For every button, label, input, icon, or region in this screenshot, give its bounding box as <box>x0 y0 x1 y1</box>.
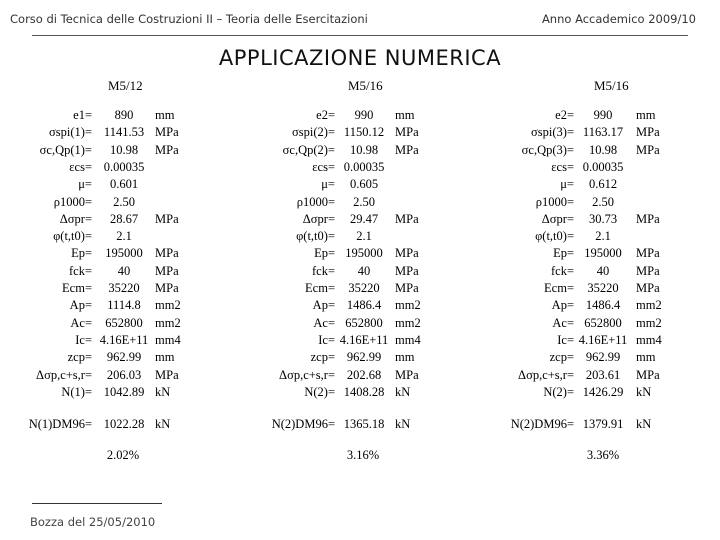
param-row-label: Ep= <box>71 246 92 260</box>
param-row-unit: MPa <box>636 125 660 139</box>
param-row-value: 2.50 <box>353 195 375 209</box>
param-row-unit: mm4 <box>155 333 181 347</box>
param-row-label: zcp= <box>67 350 92 364</box>
param-row-unit: kN <box>395 385 411 399</box>
param-row-value: 962.99 <box>346 350 382 364</box>
param-row-label: εcs= <box>69 160 92 174</box>
param-row-value: 4.16E+11 <box>99 333 149 347</box>
footer-divider <box>32 503 162 504</box>
param-row-label: ρ1000= <box>53 195 92 209</box>
dm96-row-unit: kN <box>155 417 171 431</box>
param-row-value: 0.00035 <box>103 160 145 174</box>
header-divider <box>32 35 688 36</box>
dm96-row-value: 1379.91 <box>582 417 624 431</box>
param-row-value: 10.98 <box>109 143 139 157</box>
param-row-unit: mm2 <box>155 298 181 312</box>
param-row-value: 195000 <box>105 246 143 260</box>
param-row-label: φ(t,t0)= <box>53 229 92 243</box>
param-row-unit: MPa <box>395 264 419 278</box>
param-row-value: 2.50 <box>113 195 135 209</box>
param-row-label: e2= <box>555 108 574 122</box>
param-row-unit: mm <box>155 108 175 122</box>
param-row-value: 0.00035 <box>582 160 624 174</box>
param-row-label: fck= <box>311 264 335 278</box>
param-row-unit: MPa <box>155 264 179 278</box>
column-heading: M5/16 <box>594 78 629 93</box>
draft-date: Bozza del 25/05/2010 <box>30 515 156 529</box>
param-row-value: 652800 <box>105 316 143 330</box>
param-row-value: 4.16E+11 <box>578 333 628 347</box>
param-row-label: Δσpr= <box>541 212 574 226</box>
param-row-unit: mm2 <box>395 298 421 312</box>
param-row-label: σc,Qp(3)= <box>521 143 574 157</box>
param-row-unit: MPa <box>395 125 419 139</box>
param-row-label: Ic= <box>557 333 574 347</box>
param-row-label: Ap= <box>312 298 335 312</box>
param-row-value: 203.61 <box>585 368 621 382</box>
param-row-label: σspi(2)= <box>292 125 335 139</box>
param-row-value: 1042.89 <box>103 385 145 399</box>
dm96-row-label: N(1)DM96= <box>28 417 92 431</box>
param-row-value: 4.16E+11 <box>339 333 389 347</box>
param-row-unit: MPa <box>155 125 179 139</box>
param-row-value: 1426.29 <box>582 385 624 399</box>
percent-difference: 3.36% <box>586 448 620 462</box>
param-row-value: 1163.17 <box>582 125 624 139</box>
param-row-unit: kN <box>636 385 652 399</box>
param-row-value: 0.00035 <box>343 160 385 174</box>
course-title: Corso di Tecnica delle Costruzioni II – Teoria delle Esercitazioni <box>10 12 368 26</box>
param-row-unit: MPa <box>395 212 419 226</box>
param-row-label: Ac= <box>313 316 335 330</box>
param-row-value: 206.03 <box>106 368 142 382</box>
param-row-value: 35220 <box>108 281 140 295</box>
param-row-label: Δσp,c+s,r= <box>518 368 574 382</box>
param-row-unit: mm <box>395 350 415 364</box>
param-row-unit: MPa <box>395 143 419 157</box>
param-row-label: Ap= <box>551 298 574 312</box>
param-row-value: 1408.28 <box>343 385 385 399</box>
param-row-label: zcp= <box>549 350 574 364</box>
dm96-row-value: 1365.18 <box>343 417 385 431</box>
param-row-unit: mm2 <box>636 298 662 312</box>
param-row-label: fck= <box>550 264 574 278</box>
param-row-unit: mm <box>636 350 656 364</box>
param-row-value: 890 <box>114 108 134 122</box>
param-row-label: σspi(1)= <box>49 125 92 139</box>
param-row-label: e2= <box>316 108 335 122</box>
param-row-value: 962.99 <box>106 350 142 364</box>
param-row-label: Ic= <box>75 333 92 347</box>
param-row-unit: MPa <box>395 246 419 260</box>
param-row-unit: MPa <box>636 143 660 157</box>
dm96-row-unit: kN <box>395 417 411 431</box>
param-row-label: εcs= <box>551 160 574 174</box>
param-row-label: N(2)= <box>543 385 574 399</box>
param-row-unit: mm2 <box>155 316 181 330</box>
param-row-label: Ap= <box>69 298 92 312</box>
param-row-label: Ac= <box>552 316 574 330</box>
param-row-label: Δσp,c+s,r= <box>279 368 335 382</box>
param-row-label: Δσpr= <box>302 212 335 226</box>
param-row-label: zcp= <box>310 350 335 364</box>
dm96-row-label: N(2)DM96= <box>510 417 574 431</box>
param-row-value: 40 <box>596 264 610 278</box>
param-row-unit: MPa <box>636 212 660 226</box>
academic-year: Anno Accademico 2009/10 <box>541 12 696 26</box>
param-row-label: e1= <box>73 108 92 122</box>
param-row-value: 2.50 <box>592 195 614 209</box>
param-row-label: εcs= <box>312 160 335 174</box>
param-row-unit: mm <box>155 350 175 364</box>
param-row-label: σspi(3)= <box>531 125 574 139</box>
param-row-value: 1114.8 <box>107 298 141 312</box>
param-row-value: 10.98 <box>349 143 379 157</box>
param-row-value: 30.73 <box>588 212 618 226</box>
param-row-unit: mm4 <box>395 333 421 347</box>
param-row-value: 35220 <box>348 281 380 295</box>
dm96-row-label: N(2)DM96= <box>271 417 335 431</box>
param-row-label: μ= <box>321 177 335 191</box>
param-row-label: Ecm= <box>544 281 574 295</box>
param-row-value: 0.612 <box>588 177 618 191</box>
percent-difference: 2.02% <box>106 448 140 462</box>
param-row-value: 1486.4 <box>585 298 621 312</box>
param-row-label: Ecm= <box>305 281 335 295</box>
param-row-value: 2.1 <box>116 229 132 243</box>
param-row-unit: MPa <box>155 281 179 295</box>
param-row-label: N(2)= <box>304 385 335 399</box>
param-row-value: 990 <box>354 108 374 122</box>
param-row-value: 10.98 <box>588 143 618 157</box>
param-row-unit: MPa <box>155 246 179 260</box>
param-row-label: Ic= <box>318 333 335 347</box>
param-row-value: 202.68 <box>346 368 382 382</box>
param-row-value: 40 <box>117 264 131 278</box>
dm96-row-unit: kN <box>636 417 652 431</box>
param-row-value: 1141.53 <box>103 125 145 139</box>
param-row-unit: MPa <box>636 264 660 278</box>
param-row-label: σc,Qp(1)= <box>39 143 92 157</box>
param-row-value: 990 <box>593 108 613 122</box>
param-row-value: 1486.4 <box>346 298 382 312</box>
param-row-label: φ(t,t0)= <box>535 229 574 243</box>
param-row-unit: MPa <box>395 281 419 295</box>
param-row-unit: MPa <box>155 368 179 382</box>
param-row-unit: MPa <box>636 281 660 295</box>
param-row-label: μ= <box>78 177 92 191</box>
param-row-label: Δσp,c+s,r= <box>36 368 92 382</box>
param-row-label: σc,Qp(2)= <box>282 143 335 157</box>
param-row-value: 652800 <box>584 316 622 330</box>
param-row-label: μ= <box>560 177 574 191</box>
param-row-label: ρ1000= <box>296 195 335 209</box>
param-row-unit: mm2 <box>636 316 662 330</box>
param-row-unit: MPa <box>155 212 179 226</box>
dm96-row-value: 1022.28 <box>103 417 145 431</box>
page-title: APPLICAZIONE NUMERICA <box>218 46 502 70</box>
param-row-unit: mm <box>395 108 415 122</box>
param-row-label: fck= <box>68 264 92 278</box>
percent-difference: 3.16% <box>346 448 380 462</box>
param-row-value: 962.99 <box>585 350 621 364</box>
param-row-value: 1150.12 <box>343 125 385 139</box>
param-row-value: 0.601 <box>109 177 139 191</box>
param-row-label: ρ1000= <box>535 195 574 209</box>
param-row-value: 652800 <box>345 316 383 330</box>
column-heading: M5/16 <box>348 78 383 93</box>
param-row-label: Δσpr= <box>59 212 92 226</box>
param-row-value: 195000 <box>345 246 383 260</box>
param-row-value: 35220 <box>587 281 619 295</box>
param-row-unit: mm2 <box>395 316 421 330</box>
param-row-unit: MPa <box>155 143 179 157</box>
param-row-unit: MPa <box>636 246 660 260</box>
param-row-label: φ(t,t0)= <box>296 229 335 243</box>
param-row-value: 0.605 <box>349 177 379 191</box>
param-row-label: Ac= <box>70 316 92 330</box>
param-row-value: 29.47 <box>349 212 379 226</box>
param-row-label: Ecm= <box>62 281 92 295</box>
param-row-unit: MPa <box>395 368 419 382</box>
column-heading: M5/12 <box>108 78 143 93</box>
param-row-value: 2.1 <box>356 229 372 243</box>
param-row-unit: MPa <box>636 368 660 382</box>
param-row-unit: mm4 <box>636 333 662 347</box>
param-row-unit: kN <box>155 385 171 399</box>
param-row-value: 2.1 <box>595 229 611 243</box>
param-row-unit: mm <box>636 108 656 122</box>
param-row-label: N(1)= <box>61 385 92 399</box>
param-row-value: 40 <box>357 264 371 278</box>
param-row-value: 28.67 <box>109 212 139 226</box>
param-row-value: 195000 <box>584 246 622 260</box>
param-row-label: Ep= <box>553 246 574 260</box>
param-row-label: Ep= <box>314 246 335 260</box>
